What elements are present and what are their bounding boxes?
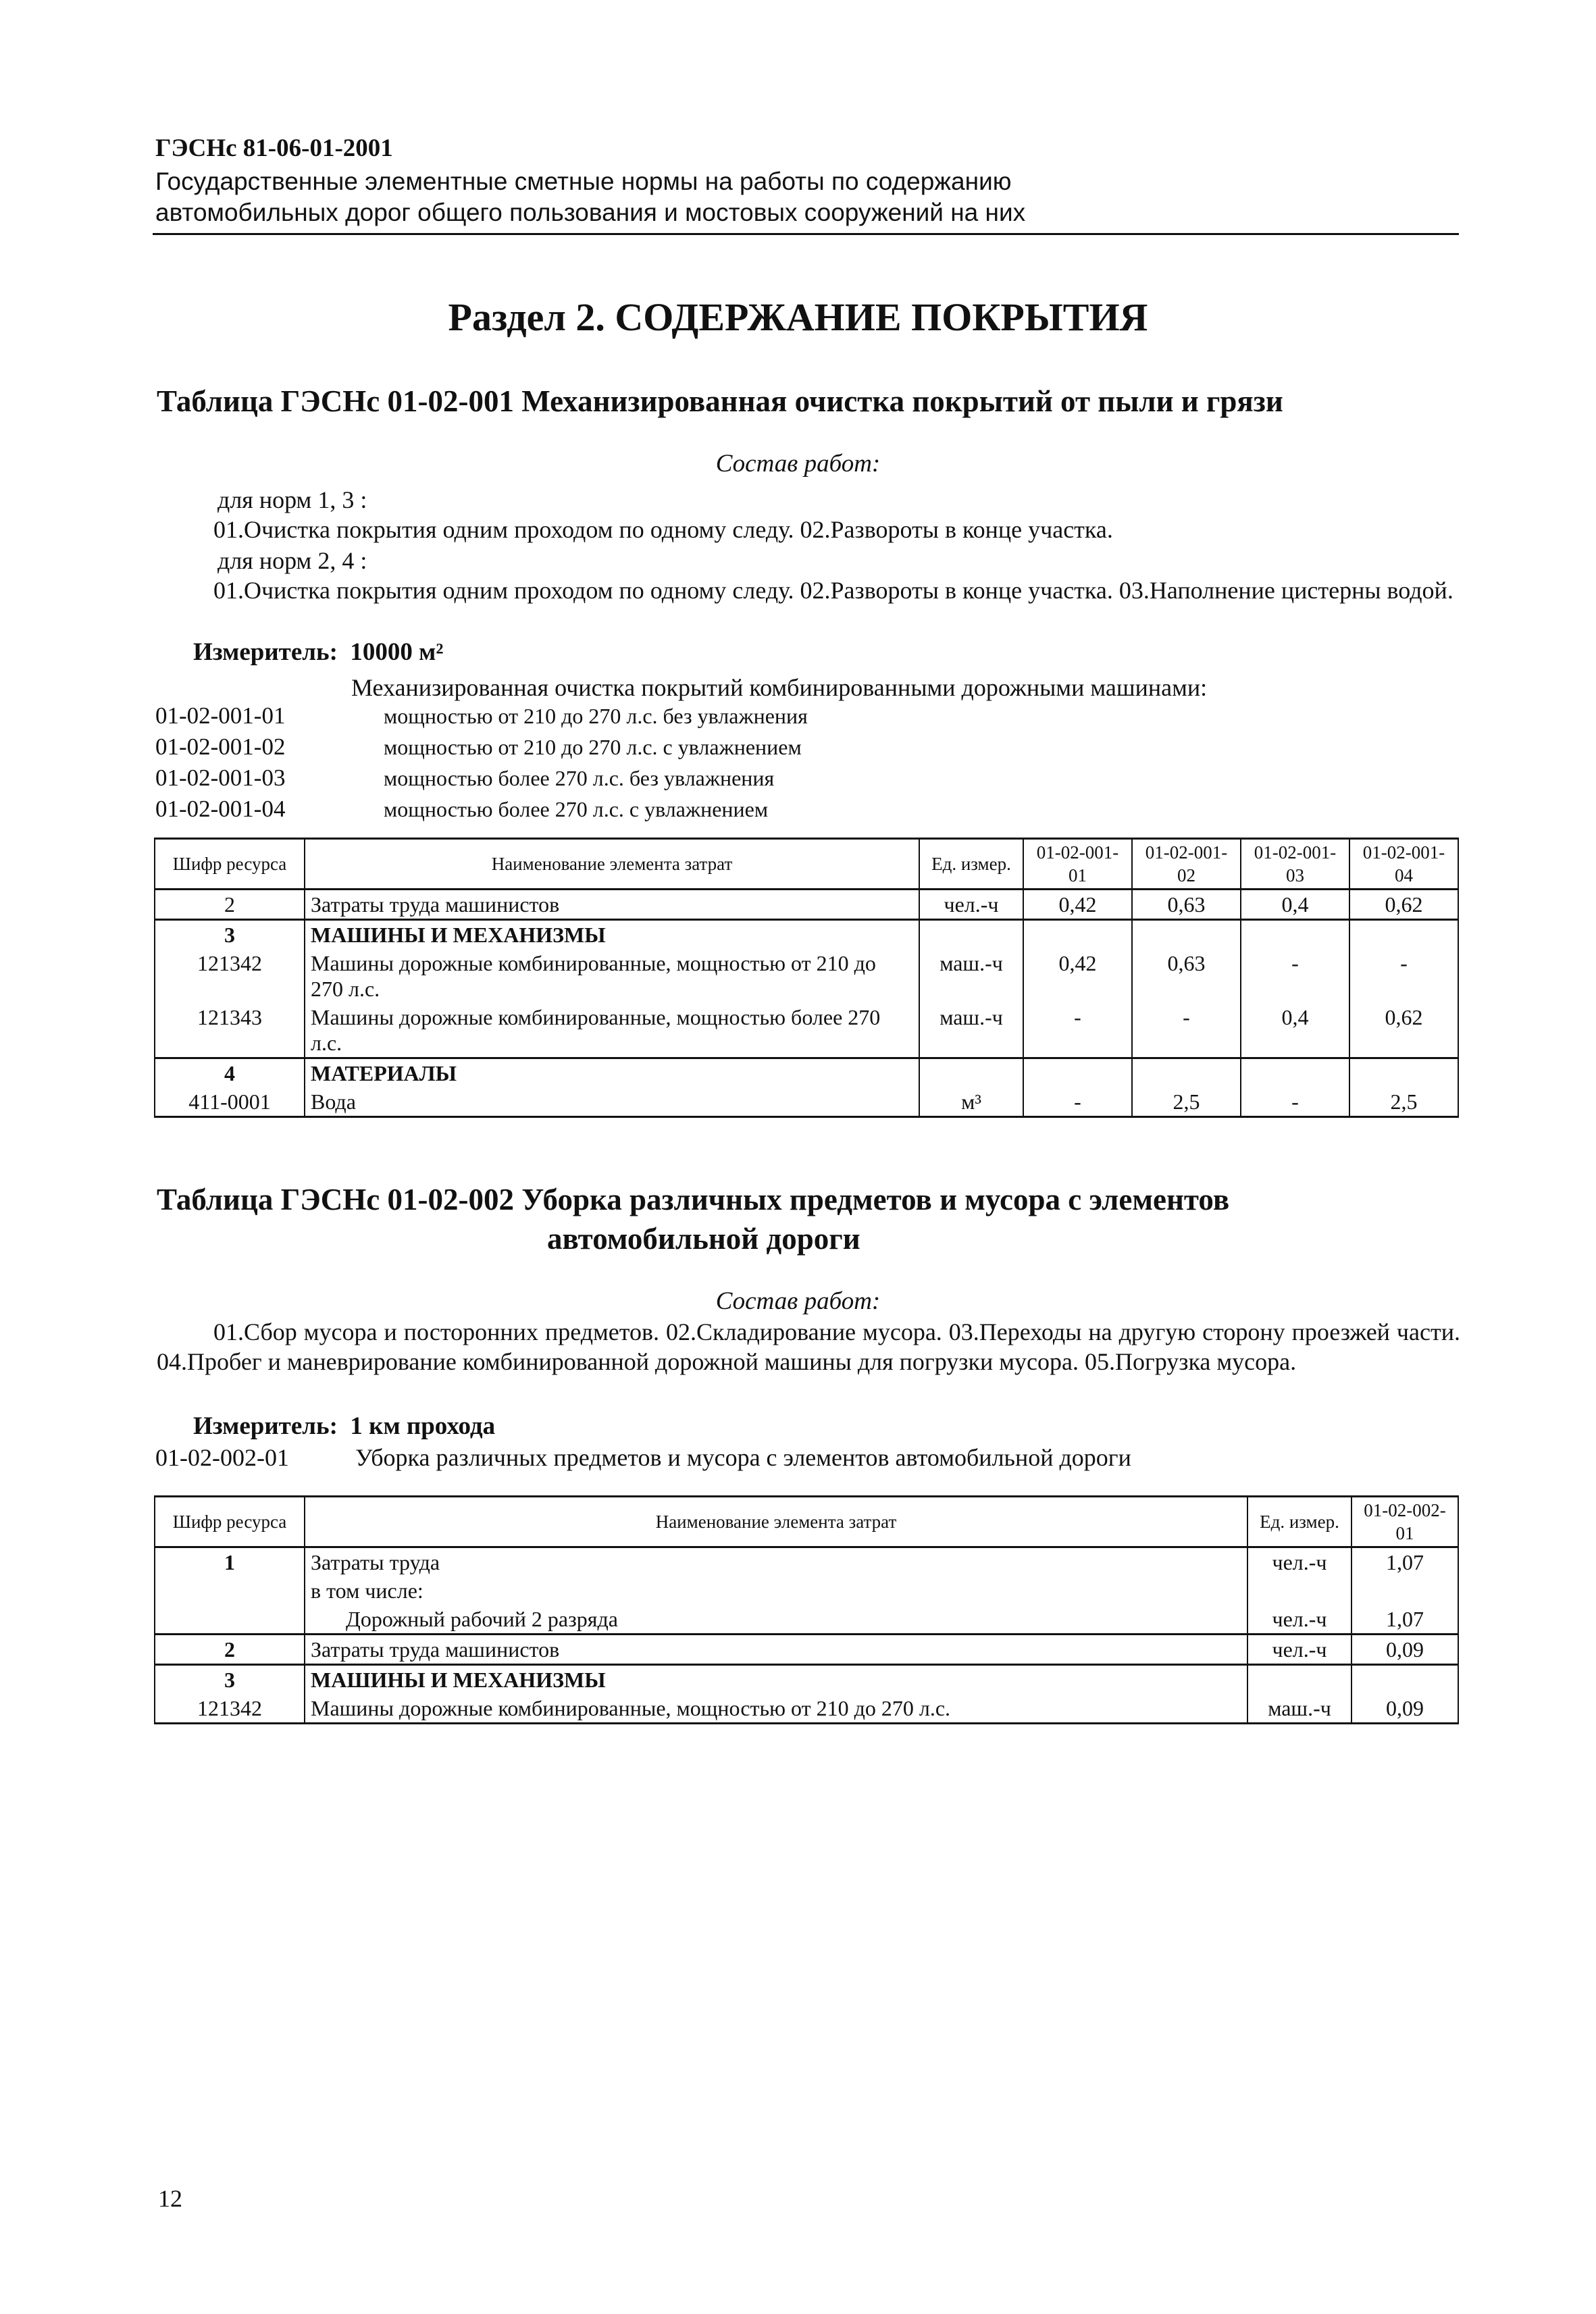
measure-value: 1 км прохода [350, 1412, 496, 1440]
table1-work-b: 01.Очистка покрытия одним проходом по одному следу. 02.Развороты в конце участка. 03.Наполнение цистерны водой. [213, 577, 1453, 604]
variant-text: мощностью от 210 до 270 л.с. без увлажнения [384, 704, 808, 728]
variant-text: мощностью от 210 до 270 л.с. с увлажнением [384, 735, 802, 759]
column-header: Наименование элемента затрат [305, 839, 919, 890]
table-row [155, 1058, 1458, 1088]
cell-code: 121343 [155, 1003, 305, 1058]
table1-work-a: 01.Очистка покрытия одним проходом по одному следу. 02.Развороты в конце участка. [213, 516, 1113, 543]
cell-unit [919, 1058, 1023, 1088]
cell-unit: чел.-ч [1247, 1547, 1352, 1577]
cell-code: 121342 [155, 1694, 305, 1724]
variant-row [155, 796, 768, 823]
column-header: 01-02-001-04 [1349, 839, 1458, 890]
table-row [155, 1694, 1458, 1724]
table1-norms-b: для норм 2, 4 : [217, 547, 367, 574]
cell-unit: маш.-ч [919, 949, 1023, 1003]
cell-unit: чел.-ч [1247, 1605, 1352, 1635]
cell-unit [1247, 1665, 1352, 1695]
variant-text: мощностью более 270 л.с. с увлажнением [384, 797, 769, 821]
measure-label: Измеритель: [193, 638, 338, 666]
cell-value [1132, 1058, 1241, 1088]
cell-value: - [1241, 949, 1349, 1003]
cell-value [1023, 1058, 1132, 1088]
cell-name: Затраты труда машинистов [305, 890, 919, 920]
cell-value: 0,63 [1132, 890, 1241, 920]
column-header: Шифр ресурса [155, 1497, 305, 1547]
cell-value [1352, 1576, 1458, 1605]
cell-value: 1,07 [1352, 1547, 1458, 1577]
table-row [155, 890, 1458, 920]
cell-code: 121342 [155, 949, 305, 1003]
cell-unit: чел.-ч [919, 890, 1023, 920]
column-header: 01-02-002-01 [1352, 1497, 1458, 1547]
cell-value: 0,09 [1352, 1635, 1458, 1665]
table-row [155, 1547, 1458, 1577]
cell-group-name: МАТЕРИАЛЫ [305, 1058, 919, 1088]
table1-measure [193, 638, 443, 667]
table-row [155, 1576, 1458, 1605]
cell-name: Вода [305, 1087, 919, 1117]
table-header-row [155, 839, 1458, 890]
cell-name: Затраты труда машинистов [305, 1635, 1247, 1665]
cell-value: - [1023, 1087, 1132, 1117]
cell-code [155, 1605, 305, 1635]
cell-value: - [1023, 1003, 1132, 1058]
cell-code: 411-0001 [155, 1087, 305, 1117]
column-header: Ед. измер. [919, 839, 1023, 890]
cell-value: 0,63 [1132, 949, 1241, 1003]
cell-unit: маш.-ч [919, 1003, 1023, 1058]
cell-code: 3 [155, 920, 305, 950]
cell-group-name: МАШИНЫ И МЕХАНИЗМЫ [305, 920, 919, 950]
variant-code: 01-02-001-02 [155, 734, 286, 760]
table2-resources [154, 1495, 1459, 1724]
cell-value: 0,62 [1349, 1003, 1458, 1058]
table2-title-line-2: автомобильной дороги [547, 1222, 860, 1256]
measure-label: Измеритель: [193, 1412, 338, 1440]
table1-resources [154, 838, 1459, 1118]
variant-row [155, 734, 802, 761]
cell-code [155, 1576, 305, 1605]
cell-unit: чел.-ч [1247, 1635, 1352, 1665]
table1-sostav-label: Состав работ: [715, 450, 881, 478]
table-row [155, 920, 1458, 950]
cell-value: 0,4 [1241, 890, 1349, 920]
section-title: Раздел 2. СОДЕРЖАНИЕ ПОКРЫТИЯ [448, 295, 1148, 339]
cell-value [1241, 1058, 1349, 1088]
cell-group-name: МАШИНЫ И МЕХАНИЗМЫ [305, 1665, 1247, 1695]
variant-row [155, 702, 808, 729]
table2-sostav-label: Состав работ: [715, 1287, 881, 1315]
variant-row [155, 765, 774, 792]
variant-text: Уборка различных предметов и мусора с элементов автомобильной дороги [355, 1444, 1131, 1471]
cell-value: 2,5 [1132, 1087, 1241, 1117]
table2-work: 01.Сбор мусора и посторонних предметов. 02.Складирование мусора. 03.Переходы на другую сторону проезжей части. 04.Пробег и маневрирование комбинированной дорожной машины для погрузки мусора. 05.Погрузка мусора. [157, 1318, 1460, 1375]
cell-code: 1 [155, 1547, 305, 1577]
cell-value: 0,42 [1023, 949, 1132, 1003]
variant-code: 01-02-001-03 [155, 765, 286, 791]
cell-code: 2 [155, 890, 305, 920]
cell-name: Машины дорожные комбинированные, мощностью от 210 до 270 л.с. [305, 1694, 1247, 1724]
cell-code: 4 [155, 1058, 305, 1088]
cell-name: Дорожный рабочий 2 разряда [305, 1605, 1247, 1635]
cell-value: - [1349, 949, 1458, 1003]
document-title-line-2: автомобильных дорог общего пользования и мостовых сооружений на них [155, 199, 1026, 226]
cell-unit: маш.-ч [1247, 1694, 1352, 1724]
table-row [155, 1665, 1458, 1695]
cell-value: 1,07 [1352, 1605, 1458, 1635]
table1-description: Механизированная очистка покрытий комбинированными дорожными машинами: [351, 674, 1208, 701]
column-header: Шифр ресурса [155, 839, 305, 890]
cell-value: 0,62 [1349, 890, 1458, 920]
cell-name: Затраты труда [305, 1547, 1247, 1577]
cell-value: 0,42 [1023, 890, 1132, 920]
cell-unit: м³ [919, 1087, 1023, 1117]
cell-value [1023, 920, 1132, 950]
table-row [155, 1635, 1458, 1665]
document-title-line-1: Государственные элементные сметные нормы на работы по содержанию [155, 168, 1012, 195]
cell-value: 0,4 [1241, 1003, 1349, 1058]
page-number: 12 [158, 2185, 182, 2212]
cell-code: 2 [155, 1635, 305, 1665]
cell-value: 0,09 [1352, 1694, 1458, 1724]
column-header: Наименование элемента затрат [305, 1497, 1247, 1547]
column-header: 01-02-001-03 [1241, 839, 1349, 890]
cell-value: - [1132, 1003, 1241, 1058]
table-row [155, 1605, 1458, 1635]
cell-unit [1247, 1576, 1352, 1605]
cell-name: Машины дорожные комбинированные, мощностью более 270 л.с. [305, 1003, 919, 1058]
cell-value: - [1241, 1087, 1349, 1117]
table1-title: Таблица ГЭСНс 01-02-001 Механизированная очистка покрытий от пыли и грязи [157, 384, 1283, 418]
variant-code: 01-02-001-01 [155, 702, 286, 729]
variant-code: 01-02-002-01 [155, 1444, 289, 1471]
cell-value [1349, 920, 1458, 950]
cell-code: 3 [155, 1665, 305, 1695]
variant-text: мощностью более 270 л.с. без увлажнения [384, 766, 775, 790]
table-header-row [155, 1497, 1458, 1547]
table2-variant [155, 1443, 1131, 1472]
table2-measure [193, 1412, 495, 1441]
cell-unit [919, 920, 1023, 950]
column-header: 01-02-001-02 [1132, 839, 1241, 890]
table-row [155, 949, 1458, 1003]
table-row [155, 1087, 1458, 1117]
cell-value [1132, 920, 1241, 950]
cell-value [1241, 920, 1349, 950]
header-divider [153, 233, 1459, 235]
column-header: 01-02-001-01 [1023, 839, 1132, 890]
table-row [155, 1003, 1458, 1058]
cell-name: Машины дорожные комбинированные, мощностью от 210 до 270 л.с. [305, 949, 919, 1003]
table2-title-line-1: Таблица ГЭСНс 01-02-002 Уборка различных предметов и мусора с элементов [157, 1183, 1230, 1216]
cell-value [1352, 1665, 1458, 1695]
cell-value [1349, 1058, 1458, 1088]
cell-name: в том числе: [305, 1576, 1247, 1605]
cell-value: 2,5 [1349, 1087, 1458, 1117]
column-header: Ед. измер. [1247, 1497, 1352, 1547]
measure-value: 10000 м² [350, 638, 444, 666]
variant-code: 01-02-001-04 [155, 796, 286, 822]
document-code: ГЭСНс 81-06-01-2001 [155, 134, 393, 162]
table1-norms-a: для норм 1, 3 : [217, 486, 367, 513]
